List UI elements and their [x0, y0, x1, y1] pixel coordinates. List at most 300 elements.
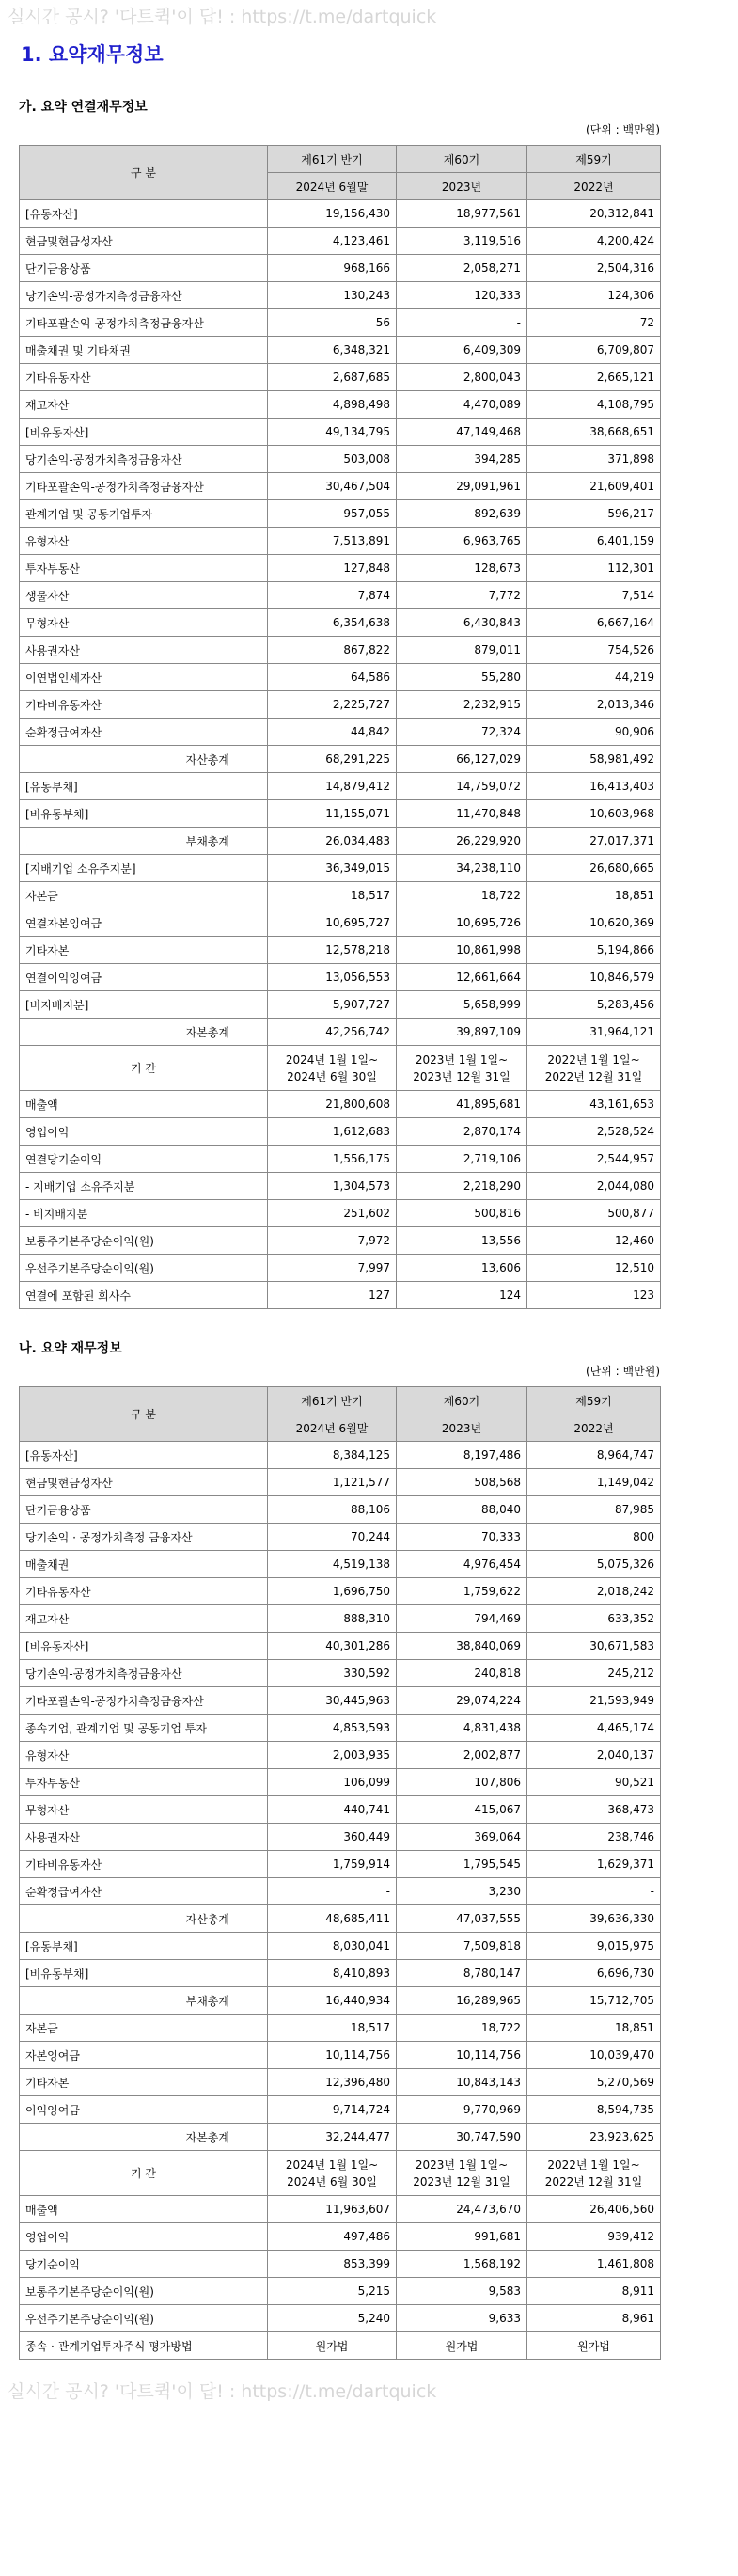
row-value: 394,285: [397, 446, 527, 473]
row-value: 9,770,969: [397, 2096, 527, 2124]
header-row: [20, 1387, 661, 1414]
row-value: 9,633: [397, 2305, 527, 2332]
row-label: [유동부채]: [20, 773, 268, 800]
table-row: [20, 964, 661, 991]
row-value: 939,412: [527, 2223, 661, 2251]
period-end: 2024년 6월 30일: [287, 2174, 377, 2189]
table-row: [20, 2332, 661, 2360]
row-value: 2,687,685: [268, 364, 397, 391]
row-value: 36,349,015: [268, 855, 397, 882]
table-row: [20, 1173, 661, 1200]
row-value: 968,166: [268, 255, 397, 282]
row-label: 자산총계: [20, 746, 268, 773]
row-value: 13,606: [397, 1255, 527, 1282]
period-range: [268, 1046, 397, 1091]
row-value: 1,629,371: [527, 1851, 661, 1878]
row-value: 500,877: [527, 1200, 661, 1227]
table-row: [20, 1905, 661, 1933]
row-value: 991,681: [397, 2223, 527, 2251]
period-end: 2022년 12월 31일: [544, 1069, 643, 1083]
row-value: 11,963,607: [268, 2196, 397, 2223]
period-label: 기 간: [20, 1046, 268, 1091]
row-value: 26,229,920: [397, 828, 527, 855]
row-value: 58,981,492: [527, 746, 661, 773]
header-period: 제61기 반기: [268, 1387, 397, 1414]
header-date: 2023년: [397, 173, 527, 200]
period-start: 2024년 1월 1일~: [285, 2157, 379, 2172]
row-value: 47,149,468: [397, 419, 527, 446]
table-row: [20, 773, 661, 800]
row-value: 107,806: [397, 1769, 527, 1796]
table-row: [20, 282, 661, 309]
row-value: 6,709,807: [527, 337, 661, 364]
table-row: [20, 1687, 661, 1715]
row-value: 1,461,808: [527, 2251, 661, 2278]
row-value: 5,240: [268, 2305, 397, 2332]
row-label: 자본금: [20, 2015, 268, 2042]
row-value: 72,324: [397, 719, 527, 746]
row-label: 순확정급여자산: [20, 1878, 268, 1905]
table-row: [20, 555, 661, 582]
row-value: 16,440,934: [268, 1987, 397, 2015]
row-value: 440,741: [268, 1796, 397, 1824]
row-value: 7,513,891: [268, 528, 397, 555]
table-row: [20, 855, 661, 882]
table-row: [20, 2124, 661, 2151]
row-value: 879,011: [397, 637, 527, 664]
row-value: 360,449: [268, 1824, 397, 1851]
row-value: 633,352: [527, 1605, 661, 1633]
row-label: 기타비유동자산: [20, 1851, 268, 1878]
row-value: 7,874: [268, 582, 397, 609]
row-value: 10,861,998: [397, 937, 527, 964]
header-period: 제59기: [527, 1387, 661, 1414]
row-value: 19,156,430: [268, 200, 397, 228]
table-row: [20, 1742, 661, 1769]
table-row: [20, 2251, 661, 2278]
row-value: 18,851: [527, 882, 661, 909]
row-value: 10,603,968: [527, 800, 661, 828]
table-row: [20, 1933, 661, 1960]
row-label: 자본잉여금: [20, 2042, 268, 2069]
row-value: 7,997: [268, 1255, 397, 1282]
period-start: 2023년 1월 1일~: [415, 1052, 509, 1067]
row-value: 55,280: [397, 664, 527, 691]
row-label: 자본총계: [20, 2124, 268, 2151]
row-label: 이익잉여금: [20, 2096, 268, 2124]
row-value: 90,521: [527, 1769, 661, 1796]
table-row: [20, 1019, 661, 1046]
table-row: [20, 691, 661, 719]
header-date: 2024년 6월말: [268, 173, 397, 200]
row-label: 무형자산: [20, 1796, 268, 1824]
row-label: 기타포괄손익-공정가치측정금융자산: [20, 473, 268, 500]
consolidated-unit-label: (단위 : 백만원): [586, 123, 660, 136]
row-value: 2,665,121: [527, 364, 661, 391]
row-value: 18,517: [268, 2015, 397, 2042]
row-value: 10,695,726: [397, 909, 527, 937]
row-value: 87,985: [527, 1496, 661, 1524]
row-value: 21,800,608: [268, 1091, 397, 1118]
row-value: 5,658,999: [397, 991, 527, 1019]
table-row: [20, 1605, 661, 1633]
row-value: 13,556: [397, 1227, 527, 1255]
table-row: [20, 828, 661, 855]
table-row: [20, 1469, 661, 1496]
row-value: 123: [527, 1282, 661, 1309]
row-value: 88,040: [397, 1496, 527, 1524]
table-row: [20, 1987, 661, 2015]
row-label: 매출액: [20, 1091, 268, 1118]
header-label: 구 분: [20, 146, 268, 200]
row-label: [유동자산]: [20, 200, 268, 228]
row-value: 4,976,454: [397, 1551, 527, 1578]
row-value: 39,636,330: [527, 1905, 661, 1933]
row-label: 현금및현금성자산: [20, 1469, 268, 1496]
row-label: 생물자산: [20, 582, 268, 609]
row-value: 5,283,456: [527, 991, 661, 1019]
row-value: 5,075,326: [527, 1551, 661, 1578]
row-value: 10,620,369: [527, 909, 661, 937]
promo-banner-top[interactable]: 실시간 공시? '다트퀵'이 답! : https://t.me/dartquick: [8, 7, 437, 27]
period-range: [268, 2151, 397, 2196]
row-label: 연결당기순이익: [20, 1146, 268, 1173]
row-value: 6,354,638: [268, 609, 397, 637]
row-value: 6,667,164: [527, 609, 661, 637]
period-end: 2023년 12월 31일: [413, 2174, 510, 2189]
table-row: [20, 991, 661, 1019]
period-start: 2022년 1월 1일~: [547, 1052, 640, 1067]
table-row: [20, 2096, 661, 2124]
row-value: 2,528,524: [527, 1118, 661, 1146]
row-label: 당기손익-공정가치측정금융자산: [20, 282, 268, 309]
row-value: 8,410,893: [268, 1960, 397, 1987]
row-label: 영업이익: [20, 1118, 268, 1146]
table-row: [20, 1524, 661, 1551]
row-label: 당기손익-공정가치측정금융자산: [20, 446, 268, 473]
row-value: 18,851: [527, 2015, 661, 2042]
row-value: 2,058,271: [397, 255, 527, 282]
separate-financial-table: [19, 1386, 661, 2360]
row-label: [비유동자산]: [20, 1633, 268, 1660]
row-label: 종속 · 관계기업투자주식 평가방법: [20, 2332, 268, 2360]
row-value: 1,759,622: [397, 1578, 527, 1605]
table-row: [20, 2305, 661, 2332]
row-value: 368,473: [527, 1796, 661, 1824]
row-value: 4,898,498: [268, 391, 397, 419]
row-label: [비유동부채]: [20, 800, 268, 828]
row-label: 단기금융상품: [20, 255, 268, 282]
row-value: 10,039,470: [527, 2042, 661, 2069]
table-row: [20, 446, 661, 473]
row-value: 16,289,965: [397, 1987, 527, 2015]
table-row: [20, 309, 661, 337]
row-value: 18,722: [397, 882, 527, 909]
page: [0, 6, 738, 2403]
row-label: [유동부채]: [20, 1933, 268, 1960]
table-row: [20, 937, 661, 964]
table-row: [20, 2223, 661, 2251]
row-label: 영업이익: [20, 2223, 268, 2251]
row-value: 7,772: [397, 582, 527, 609]
row-label: 우선주기본주당순이익(원): [20, 2305, 268, 2332]
row-value: 20,312,841: [527, 200, 661, 228]
row-label: 연결이익잉여금: [20, 964, 268, 991]
row-value: 330,592: [268, 1660, 397, 1687]
row-value: 8,961: [527, 2305, 661, 2332]
row-value: 47,037,555: [397, 1905, 527, 1933]
table-row: [20, 2042, 661, 2069]
row-value: 794,469: [397, 1605, 527, 1633]
row-label: 유형자산: [20, 1742, 268, 1769]
row-value: 1,556,175: [268, 1146, 397, 1173]
row-value: 30,445,963: [268, 1687, 397, 1715]
table-row: [20, 1496, 661, 1524]
row-label: [비유동부채]: [20, 1960, 268, 1987]
row-value: 2,218,290: [397, 1173, 527, 1200]
row-label: 매출채권: [20, 1551, 268, 1578]
row-label: 단기금융상품: [20, 1496, 268, 1524]
row-label: 기타유동자산: [20, 364, 268, 391]
row-value: 1,121,577: [268, 1469, 397, 1496]
row-value: 8,964,747: [527, 1442, 661, 1469]
row-value: 21,609,401: [527, 473, 661, 500]
period-start: 2022년 1월 1일~: [547, 2157, 640, 2172]
row-label: 유형자산: [20, 528, 268, 555]
row-value: 6,963,765: [397, 528, 527, 555]
row-value: 44,219: [527, 664, 661, 691]
row-label: 기타포괄손익-공정가치측정금융자산: [20, 309, 268, 337]
row-value: 13,056,553: [268, 964, 397, 991]
table-row: [20, 2015, 661, 2042]
row-value: 49,134,795: [268, 419, 397, 446]
row-value: 120,333: [397, 282, 527, 309]
row-value: 5,215: [268, 2278, 397, 2305]
row-value: 2,719,106: [397, 1146, 527, 1173]
table-row: [20, 364, 661, 391]
row-value: 64,586: [268, 664, 397, 691]
row-value: 6,430,843: [397, 609, 527, 637]
row-value: 1,568,192: [397, 2251, 527, 2278]
table-row: [20, 719, 661, 746]
period-range: [397, 1046, 527, 1091]
table-row: [20, 882, 661, 909]
row-value: 2,044,080: [527, 1173, 661, 1200]
row-value: 70,333: [397, 1524, 527, 1551]
row-value: 26,406,560: [527, 2196, 661, 2223]
row-value: 497,486: [268, 2223, 397, 2251]
row-value: 957,055: [268, 500, 397, 528]
row-label: 기타자본: [20, 2069, 268, 2096]
separate-section-title: 나. 요약 재무정보: [19, 1341, 122, 1356]
row-value: 8,384,125: [268, 1442, 397, 1469]
row-label: 기타비유동자산: [20, 691, 268, 719]
row-value: 2,544,957: [527, 1146, 661, 1173]
row-label: 우선주기본주당순이익(원): [20, 1255, 268, 1282]
period-end: 2023년 12월 31일: [413, 1069, 510, 1083]
table-row: [20, 1091, 661, 1118]
table-row: [20, 1200, 661, 1227]
row-value: 30,671,583: [527, 1633, 661, 1660]
period-start: 2024년 1월 1일~: [285, 1052, 379, 1067]
row-value: 2,870,174: [397, 1118, 527, 1146]
row-value: 4,108,795: [527, 391, 661, 419]
row-label: [비지배지분]: [20, 991, 268, 1019]
row-value: 4,200,424: [527, 228, 661, 255]
row-value: 1,149,042: [527, 1469, 661, 1496]
row-value: 5,194,866: [527, 937, 661, 964]
table-row: [20, 800, 661, 828]
row-label: 자본금: [20, 882, 268, 909]
table-row: [20, 2069, 661, 2096]
row-value: 2,040,137: [527, 1742, 661, 1769]
row-value: 원가법: [268, 2332, 397, 2360]
row-value: 39,897,109: [397, 1019, 527, 1046]
period-row: [20, 2151, 661, 2196]
row-value: 888,310: [268, 1605, 397, 1633]
consolidated-section-title: 가. 요약 연결재무정보: [19, 100, 148, 115]
row-value: 66,127,029: [397, 746, 527, 773]
row-value: 6,696,730: [527, 1960, 661, 1987]
table-row: [20, 1578, 661, 1605]
table-row: [20, 2196, 661, 2223]
row-value: 867,822: [268, 637, 397, 664]
row-value: 8,197,486: [397, 1442, 527, 1469]
row-label: 무형자산: [20, 609, 268, 637]
row-label: 기타포괄손익-공정가치측정금융자산: [20, 1687, 268, 1715]
row-value: 8,780,147: [397, 1960, 527, 1987]
header-period: 제59기: [527, 146, 661, 173]
table-row: [20, 1118, 661, 1146]
row-value: 853,399: [268, 2251, 397, 2278]
row-label: 연결에 포함된 회사수: [20, 1282, 268, 1309]
row-label: 자산총계: [20, 1905, 268, 1933]
header-date: 2022년: [527, 173, 661, 200]
row-value: 508,568: [397, 1469, 527, 1496]
promo-banner-bottom[interactable]: 실시간 공시? '다트퀵'이 답! : https://t.me/dartquick: [8, 2381, 437, 2402]
row-value: 34,238,110: [397, 855, 527, 882]
table-row: [20, 1551, 661, 1578]
row-value: 12,510: [527, 1255, 661, 1282]
row-value: 6,348,321: [268, 337, 397, 364]
table-row: [20, 255, 661, 282]
row-value: 2,013,346: [527, 691, 661, 719]
row-value: 26,680,665: [527, 855, 661, 882]
table-row: [20, 664, 661, 691]
row-value: 9,714,724: [268, 2096, 397, 2124]
header-label: 구 분: [20, 1387, 268, 1442]
row-label: 당기손익 · 공정가치측정 금융자산: [20, 1524, 268, 1551]
row-value: 1,696,750: [268, 1578, 397, 1605]
row-value: 112,301: [527, 555, 661, 582]
row-value: 10,846,579: [527, 964, 661, 991]
table-row: [20, 637, 661, 664]
table-row: [20, 609, 661, 637]
table-row: [20, 746, 661, 773]
row-value: 16,413,403: [527, 773, 661, 800]
table-row: [20, 391, 661, 419]
row-value: 8,911: [527, 2278, 661, 2305]
row-label: 관계기업 및 공동기업투자: [20, 500, 268, 528]
row-label: 사용권자산: [20, 637, 268, 664]
row-value: 2,003,935: [268, 1742, 397, 1769]
header-date: 2023년: [397, 1414, 527, 1442]
period-range: [527, 1046, 661, 1091]
row-value: 12,578,218: [268, 937, 397, 964]
row-value: 38,668,651: [527, 419, 661, 446]
row-value: 4,465,174: [527, 1715, 661, 1742]
row-value: 124,306: [527, 282, 661, 309]
row-value: 4,123,461: [268, 228, 397, 255]
row-value: 44,842: [268, 719, 397, 746]
row-value: 106,099: [268, 1769, 397, 1796]
table-row: [20, 1255, 661, 1282]
row-value: 4,831,438: [397, 1715, 527, 1742]
row-value: 800: [527, 1524, 661, 1551]
row-value: 4,470,089: [397, 391, 527, 419]
main-title: 1. 요약재무정보: [21, 43, 164, 66]
row-label: 자본총계: [20, 1019, 268, 1046]
row-value: 503,008: [268, 446, 397, 473]
period-end: 2024년 6월 30일: [287, 1069, 377, 1083]
row-value: 596,217: [527, 500, 661, 528]
row-value: 40,301,286: [268, 1633, 397, 1660]
table-row: [20, 1227, 661, 1255]
row-value: 23,923,625: [527, 2124, 661, 2151]
period-row: [20, 1046, 661, 1091]
row-value: 26,034,483: [268, 828, 397, 855]
row-value: 12,396,480: [268, 2069, 397, 2096]
row-value: -: [397, 309, 527, 337]
row-value: 원가법: [527, 2332, 661, 2360]
period-range: [527, 2151, 661, 2196]
row-value: 127: [268, 1282, 397, 1309]
row-value: 10,114,756: [268, 2042, 397, 2069]
row-value: 10,114,756: [397, 2042, 527, 2069]
row-value: 32,244,477: [268, 2124, 397, 2151]
row-value: 원가법: [397, 2332, 527, 2360]
header-date: 2024년 6월말: [268, 1414, 397, 1442]
row-value: 754,526: [527, 637, 661, 664]
row-value: 70,244: [268, 1524, 397, 1551]
row-value: 5,907,727: [268, 991, 397, 1019]
row-value: 4,519,138: [268, 1551, 397, 1578]
table-row: [20, 1824, 661, 1851]
row-value: 2,800,043: [397, 364, 527, 391]
row-value: 38,840,069: [397, 1633, 527, 1660]
table-row: [20, 1633, 661, 1660]
row-value: 3,230: [397, 1878, 527, 1905]
row-value: 18,722: [397, 2015, 527, 2042]
row-value: 30,747,590: [397, 2124, 527, 2151]
row-value: 245,212: [527, 1660, 661, 1687]
table-row: [20, 1146, 661, 1173]
row-label: 매출액: [20, 2196, 268, 2223]
row-label: - 지배기업 소유주지분: [20, 1173, 268, 1200]
row-label: 부채총계: [20, 828, 268, 855]
row-value: 42,256,742: [268, 1019, 397, 1046]
row-value: 29,074,224: [397, 1687, 527, 1715]
consolidated-financial-table: [19, 145, 661, 1309]
row-label: 당기순이익: [20, 2251, 268, 2278]
row-value: 238,746: [527, 1824, 661, 1851]
row-label: 재고자산: [20, 1605, 268, 1633]
row-value: 251,602: [268, 1200, 397, 1227]
row-value: 7,514: [527, 582, 661, 609]
row-value: 18,517: [268, 882, 397, 909]
row-value: 29,091,961: [397, 473, 527, 500]
row-value: 124: [397, 1282, 527, 1309]
